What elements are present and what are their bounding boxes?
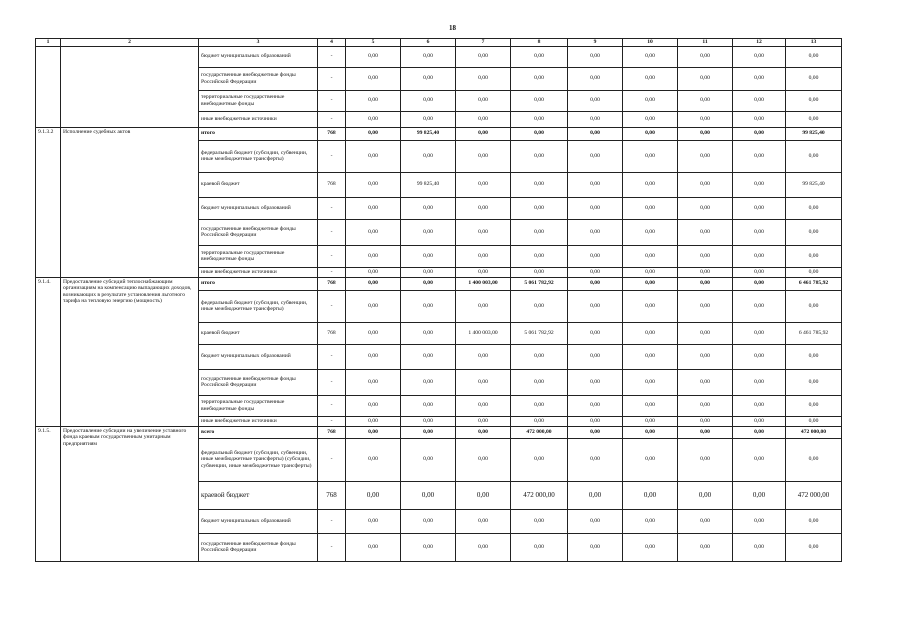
budget-code: - xyxy=(318,140,346,172)
amount-cell: 0,00 xyxy=(511,344,568,369)
budget-code: - xyxy=(318,46,346,67)
budget-code: - xyxy=(318,219,346,245)
amount-cell: 0,00 xyxy=(401,416,456,426)
funding-source: бюджет муниципальных образований xyxy=(199,509,318,533)
amount-cell: 0,00 xyxy=(733,172,786,197)
amount-cell: 472 000,00 xyxy=(511,426,568,438)
amount-cell: 0,00 xyxy=(786,369,842,395)
item-code: 9.1.3.2 xyxy=(36,127,61,277)
amount-cell: 0,00 xyxy=(733,277,786,290)
amount-cell: 0,00 xyxy=(511,127,568,140)
column-number: 10 xyxy=(623,39,678,47)
amount-cell: 0,00 xyxy=(568,533,623,561)
item-code: 9.1.5. xyxy=(36,426,61,561)
funding-source: территориальные государственные внебюджетные фонды xyxy=(199,395,318,416)
amount-cell: 0,00 xyxy=(456,426,511,438)
amount-cell: 0,00 xyxy=(678,509,733,533)
amount-cell: 0,00 xyxy=(623,322,678,344)
amount-cell: 5 061 782,92 xyxy=(511,277,568,290)
amount-cell: 0,00 xyxy=(733,197,786,219)
amount-cell: 0,00 xyxy=(733,416,786,426)
funding-source: итого xyxy=(199,277,318,290)
amount-cell: 0,00 xyxy=(401,277,456,290)
amount-cell: 0,00 xyxy=(568,267,623,277)
amount-cell: 0,00 xyxy=(401,438,456,481)
amount-cell: 0,00 xyxy=(733,369,786,395)
funding-source: государственные внебюджетные фонды Российской Федерации xyxy=(199,219,318,245)
amount-cell: 0,00 xyxy=(346,509,401,533)
item-code xyxy=(36,46,61,127)
budget-code: - xyxy=(318,344,346,369)
budget-code: - xyxy=(318,67,346,90)
table-row xyxy=(36,127,842,140)
amount-cell: 0,00 xyxy=(511,46,568,67)
amount-cell: 0,00 xyxy=(511,416,568,426)
amount-cell: 0,00 xyxy=(346,245,401,267)
amount-cell: 0,00 xyxy=(568,509,623,533)
amount-cell: 0,00 xyxy=(568,438,623,481)
funding-source: территориальные государственные внебюджетные фонды xyxy=(199,90,318,111)
amount-cell: 0,00 xyxy=(568,290,623,322)
funding-source: иные внебюджетные источники xyxy=(199,111,318,127)
budget-code: - xyxy=(318,245,346,267)
amount-cell: 0,00 xyxy=(678,197,733,219)
budget-code: 768 xyxy=(318,426,346,438)
amount-cell: 0,00 xyxy=(456,395,511,416)
amount-cell: 0,00 xyxy=(511,197,568,219)
amount-cell: 0,00 xyxy=(678,172,733,197)
amount-cell: 0,00 xyxy=(511,90,568,111)
column-number: 2 xyxy=(61,39,199,47)
funding-source: государственные внебюджетные фонды Российской Федерации xyxy=(199,533,318,561)
amount-cell: 0,00 xyxy=(346,395,401,416)
amount-cell: 0,00 xyxy=(678,127,733,140)
amount-cell: 0,00 xyxy=(623,509,678,533)
amount-cell: 0,00 xyxy=(623,369,678,395)
amount-cell: 0,00 xyxy=(511,395,568,416)
table-row xyxy=(36,426,842,438)
amount-cell: 0,00 xyxy=(568,219,623,245)
amount-cell: 0,00 xyxy=(733,46,786,67)
amount-cell: 0,00 xyxy=(568,245,623,267)
amount-cell: 0,00 xyxy=(678,322,733,344)
amount-cell: 0,00 xyxy=(511,111,568,127)
funding-source: краевой бюджет xyxy=(199,481,318,509)
amount-cell: 0,00 xyxy=(456,245,511,267)
amount-cell: 0,00 xyxy=(568,426,623,438)
amount-cell: 0,00 xyxy=(678,290,733,322)
amount-cell: 0,00 xyxy=(401,267,456,277)
amount-cell: 0,00 xyxy=(456,267,511,277)
budget-code: - xyxy=(318,509,346,533)
amount-cell: 0,00 xyxy=(511,245,568,267)
amount-cell: 0,00 xyxy=(678,369,733,395)
column-number: 4 xyxy=(318,39,346,47)
amount-cell: 0,00 xyxy=(346,533,401,561)
amount-cell: 0,00 xyxy=(786,395,842,416)
budget-table xyxy=(35,38,842,562)
amount-cell: 0,00 xyxy=(623,219,678,245)
funding-source: краевой бюджет xyxy=(199,172,318,197)
item-name xyxy=(61,46,199,127)
amount-cell: 0,00 xyxy=(786,533,842,561)
amount-cell: 0,00 xyxy=(733,111,786,127)
amount-cell: 472 000,00 xyxy=(511,481,568,509)
amount-cell: 0,00 xyxy=(511,369,568,395)
amount-cell: 0,00 xyxy=(623,267,678,277)
amount-cell: 0,00 xyxy=(401,344,456,369)
amount-cell: 0,00 xyxy=(733,426,786,438)
amount-cell: 0,00 xyxy=(511,140,568,172)
amount-cell: 0,00 xyxy=(401,219,456,245)
amount-cell: 0,00 xyxy=(786,416,842,426)
amount-cell: 0,00 xyxy=(678,140,733,172)
amount-cell: 0,00 xyxy=(456,438,511,481)
amount-cell: 0,00 xyxy=(733,290,786,322)
amount-cell: 0,00 xyxy=(733,127,786,140)
amount-cell: 0,00 xyxy=(733,344,786,369)
amount-cell: 0,00 xyxy=(456,344,511,369)
table-row xyxy=(36,46,842,67)
funding-source: бюджет муниципальных образований xyxy=(199,197,318,219)
amount-cell: 99 825,40 xyxy=(401,127,456,140)
budget-code: - xyxy=(318,290,346,322)
amount-cell: 0,00 xyxy=(568,344,623,369)
amount-cell: 0,00 xyxy=(568,322,623,344)
funding-source: государственные внебюджетные фонды Российской Федерации xyxy=(199,67,318,90)
column-number: 11 xyxy=(678,39,733,47)
column-number: 7 xyxy=(456,39,511,47)
amount-cell: 0,00 xyxy=(511,267,568,277)
amount-cell: 0,00 xyxy=(346,46,401,67)
amount-cell: 0,00 xyxy=(511,533,568,561)
amount-cell: 0,00 xyxy=(786,90,842,111)
amount-cell: 0,00 xyxy=(623,438,678,481)
amount-cell: 0,00 xyxy=(456,111,511,127)
amount-cell: 0,00 xyxy=(401,290,456,322)
amount-cell: 0,00 xyxy=(346,172,401,197)
amount-cell: 0,00 xyxy=(511,219,568,245)
amount-cell: 0,00 xyxy=(346,219,401,245)
amount-cell: 0,00 xyxy=(678,111,733,127)
amount-cell: 0,00 xyxy=(623,290,678,322)
item-name: Исполнение судебных актов xyxy=(61,127,199,277)
amount-cell: 0,00 xyxy=(568,369,623,395)
funding-source: федеральный бюджет (субсидии, субвенции, иные межбюджетные трансферты) xyxy=(199,140,318,172)
amount-cell: 0,00 xyxy=(733,509,786,533)
funding-source: бюджет муниципальных образований xyxy=(199,344,318,369)
amount-cell: 0,00 xyxy=(401,509,456,533)
amount-cell: 0,00 xyxy=(511,67,568,90)
amount-cell: 0,00 xyxy=(346,90,401,111)
amount-cell: 0,00 xyxy=(733,245,786,267)
amount-cell: 0,00 xyxy=(623,277,678,290)
amount-cell: 0,00 xyxy=(786,267,842,277)
amount-cell: 0,00 xyxy=(623,172,678,197)
budget-code: - xyxy=(318,438,346,481)
amount-cell: 0,00 xyxy=(623,140,678,172)
amount-cell: 0,00 xyxy=(568,277,623,290)
amount-cell: 0,00 xyxy=(786,245,842,267)
amount-cell: 0,00 xyxy=(456,172,511,197)
amount-cell: 0,00 xyxy=(346,267,401,277)
funding-source: всего xyxy=(199,426,318,438)
amount-cell: 0,00 xyxy=(568,67,623,90)
amount-cell: 0,00 xyxy=(623,533,678,561)
column-number: 1 xyxy=(36,39,61,47)
column-number: 12 xyxy=(733,39,786,47)
column-number: 9 xyxy=(568,39,623,47)
item-name: Предоставление субсидий теплоснабжающим организациям на компенсацию выпадающих доходов, возникающих в результате установления льготного тарифа на тепловую энергию (мощность) xyxy=(61,277,199,426)
budget-code: - xyxy=(318,416,346,426)
amount-cell: 0,00 xyxy=(568,197,623,219)
budget-code: - xyxy=(318,111,346,127)
amount-cell: 0,00 xyxy=(678,90,733,111)
amount-cell: 0,00 xyxy=(678,46,733,67)
amount-cell: 0,00 xyxy=(346,111,401,127)
amount-cell: 0,00 xyxy=(456,67,511,90)
amount-cell: 0,00 xyxy=(401,111,456,127)
amount-cell: 0,00 xyxy=(511,509,568,533)
funding-source: территориальные государственные внебюджетные фонды xyxy=(199,245,318,267)
amount-cell: 0,00 xyxy=(568,140,623,172)
amount-cell: 1 400 003,00 xyxy=(456,322,511,344)
amount-cell: 0,00 xyxy=(678,219,733,245)
table-row xyxy=(36,277,842,290)
amount-cell: 0,00 xyxy=(401,46,456,67)
amount-cell: 0,00 xyxy=(786,290,842,322)
amount-cell: 0,00 xyxy=(456,219,511,245)
amount-cell: 0,00 xyxy=(786,111,842,127)
amount-cell: 0,00 xyxy=(456,140,511,172)
amount-cell: 0,00 xyxy=(733,481,786,509)
amount-cell: 0,00 xyxy=(786,67,842,90)
amount-cell: 0,00 xyxy=(623,426,678,438)
amount-cell: 0,00 xyxy=(401,197,456,219)
amount-cell: 0,00 xyxy=(346,416,401,426)
amount-cell: 0,00 xyxy=(733,219,786,245)
budget-code: - xyxy=(318,533,346,561)
budget-code: - xyxy=(318,90,346,111)
funding-source: иные внебюджетные источники xyxy=(199,416,318,426)
amount-cell: 0,00 xyxy=(678,277,733,290)
amount-cell: 0,00 xyxy=(401,395,456,416)
amount-cell: 0,00 xyxy=(401,481,456,509)
amount-cell: 0,00 xyxy=(346,481,401,509)
amount-cell: 0,00 xyxy=(456,290,511,322)
amount-cell: 0,00 xyxy=(786,46,842,67)
budget-code: 768 xyxy=(318,481,346,509)
amount-cell: 0,00 xyxy=(456,197,511,219)
amount-cell: 0,00 xyxy=(733,533,786,561)
amount-cell: 0,00 xyxy=(456,90,511,111)
column-number: 6 xyxy=(401,39,456,47)
column-number: 5 xyxy=(346,39,401,47)
amount-cell: 0,00 xyxy=(456,46,511,67)
amount-cell: 0,00 xyxy=(623,245,678,267)
amount-cell: 0,00 xyxy=(456,533,511,561)
budget-code: - xyxy=(318,395,346,416)
amount-cell: 0,00 xyxy=(346,322,401,344)
amount-cell: 0,00 xyxy=(733,395,786,416)
amount-cell: 0,00 xyxy=(401,533,456,561)
amount-cell: 0,00 xyxy=(346,369,401,395)
amount-cell: 0,00 xyxy=(678,481,733,509)
budget-code: 768 xyxy=(318,277,346,290)
amount-cell: 1 400 003,00 xyxy=(456,277,511,290)
amount-cell: 99 825,40 xyxy=(401,172,456,197)
amount-cell: 0,00 xyxy=(623,67,678,90)
amount-cell: 6 461 785,92 xyxy=(786,277,842,290)
amount-cell: 0,00 xyxy=(456,369,511,395)
amount-cell: 0,00 xyxy=(678,267,733,277)
amount-cell: 0,00 xyxy=(623,197,678,219)
column-number: 3 xyxy=(199,39,318,47)
amount-cell: 0,00 xyxy=(346,438,401,481)
amount-cell: 0,00 xyxy=(401,140,456,172)
amount-cell: 0,00 xyxy=(346,140,401,172)
amount-cell: 0,00 xyxy=(568,127,623,140)
amount-cell: 0,00 xyxy=(568,111,623,127)
amount-cell: 0,00 xyxy=(511,172,568,197)
amount-cell: 0,00 xyxy=(733,67,786,90)
amount-cell: 0,00 xyxy=(346,127,401,140)
amount-cell: 0,00 xyxy=(346,277,401,290)
amount-cell: 6 461 785,92 xyxy=(786,322,842,344)
amount-cell: 0,00 xyxy=(456,416,511,426)
column-number: 13 xyxy=(786,39,842,47)
amount-cell: 0,00 xyxy=(623,127,678,140)
funding-source: федеральный бюджет (субсидии, субвенции, иные межбюджетные трансферты) xyxy=(199,290,318,322)
amount-cell: 0,00 xyxy=(678,395,733,416)
amount-cell: 0,00 xyxy=(786,197,842,219)
funding-source: краевой бюджет xyxy=(199,322,318,344)
amount-cell: 0,00 xyxy=(733,438,786,481)
budget-code: - xyxy=(318,369,346,395)
amount-cell: 0,00 xyxy=(678,245,733,267)
amount-cell: 0,00 xyxy=(786,438,842,481)
amount-cell: 0,00 xyxy=(511,290,568,322)
funding-source: иные внебюджетные источники xyxy=(199,267,318,277)
funding-source: федеральный бюджет (субсидии, субвенции, иные межбюджетные трансферты) (субсидии, субвенции, иные межбюджетные трансферты) xyxy=(199,438,318,481)
header-row xyxy=(36,39,842,47)
amount-cell: 0,00 xyxy=(623,90,678,111)
amount-cell: 472 000,00 xyxy=(786,481,842,509)
funding-source: итого xyxy=(199,127,318,140)
amount-cell: 0,00 xyxy=(401,90,456,111)
column-number: 8 xyxy=(511,39,568,47)
amount-cell: 0,00 xyxy=(346,197,401,219)
budget-code: - xyxy=(318,267,346,277)
amount-cell: 0,00 xyxy=(786,344,842,369)
amount-cell: 0,00 xyxy=(456,509,511,533)
amount-cell: 99 825,40 xyxy=(786,127,842,140)
amount-cell: 0,00 xyxy=(786,509,842,533)
amount-cell: 0,00 xyxy=(456,481,511,509)
amount-cell: 0,00 xyxy=(678,344,733,369)
amount-cell: 0,00 xyxy=(678,533,733,561)
budget-code: 768 xyxy=(318,127,346,140)
amount-cell: 0,00 xyxy=(568,416,623,426)
budget-code: 768 xyxy=(318,172,346,197)
amount-cell: 0,00 xyxy=(568,172,623,197)
amount-cell: 0,00 xyxy=(623,481,678,509)
amount-cell: 0,00 xyxy=(623,344,678,369)
amount-cell: 99 825,40 xyxy=(786,172,842,197)
amount-cell: 0,00 xyxy=(401,245,456,267)
page-number: 18 xyxy=(449,24,456,32)
amount-cell: 0,00 xyxy=(401,426,456,438)
amount-cell: 0,00 xyxy=(401,67,456,90)
amount-cell: 0,00 xyxy=(678,426,733,438)
amount-cell: 0,00 xyxy=(346,344,401,369)
amount-cell: 472 000,00 xyxy=(786,426,842,438)
amount-cell: 0,00 xyxy=(623,46,678,67)
amount-cell: 0,00 xyxy=(568,481,623,509)
item-name: Предоставление субсидии на увеличение уставного фонда краевым государственным унитарным предприятиям xyxy=(61,426,199,561)
amount-cell: 0,00 xyxy=(623,416,678,426)
amount-cell: 0,00 xyxy=(733,267,786,277)
amount-cell: 0,00 xyxy=(678,67,733,90)
budget-code: 768 xyxy=(318,322,346,344)
amount-cell: 0,00 xyxy=(623,111,678,127)
amount-cell: 0,00 xyxy=(786,219,842,245)
item-code: 9.1.4. xyxy=(36,277,61,426)
amount-cell: 0,00 xyxy=(511,438,568,481)
amount-cell: 0,00 xyxy=(623,395,678,416)
amount-cell: 0,00 xyxy=(733,90,786,111)
amount-cell: 0,00 xyxy=(346,290,401,322)
amount-cell: 0,00 xyxy=(401,322,456,344)
amount-cell: 5 061 782,92 xyxy=(511,322,568,344)
amount-cell: 0,00 xyxy=(568,395,623,416)
amount-cell: 0,00 xyxy=(678,416,733,426)
amount-cell: 0,00 xyxy=(401,369,456,395)
amount-cell: 0,00 xyxy=(786,140,842,172)
amount-cell: 0,00 xyxy=(733,140,786,172)
amount-cell: 0,00 xyxy=(346,67,401,90)
amount-cell: 0,00 xyxy=(346,426,401,438)
funding-source: бюджет муниципальных образований xyxy=(199,46,318,67)
funding-source: государственные внебюджетные фонды Российской Федерации xyxy=(199,369,318,395)
amount-cell: 0,00 xyxy=(733,322,786,344)
amount-cell: 0,00 xyxy=(568,46,623,67)
budget-code: - xyxy=(318,197,346,219)
amount-cell: 0,00 xyxy=(568,90,623,111)
amount-cell: 0,00 xyxy=(456,127,511,140)
amount-cell: 0,00 xyxy=(678,438,733,481)
